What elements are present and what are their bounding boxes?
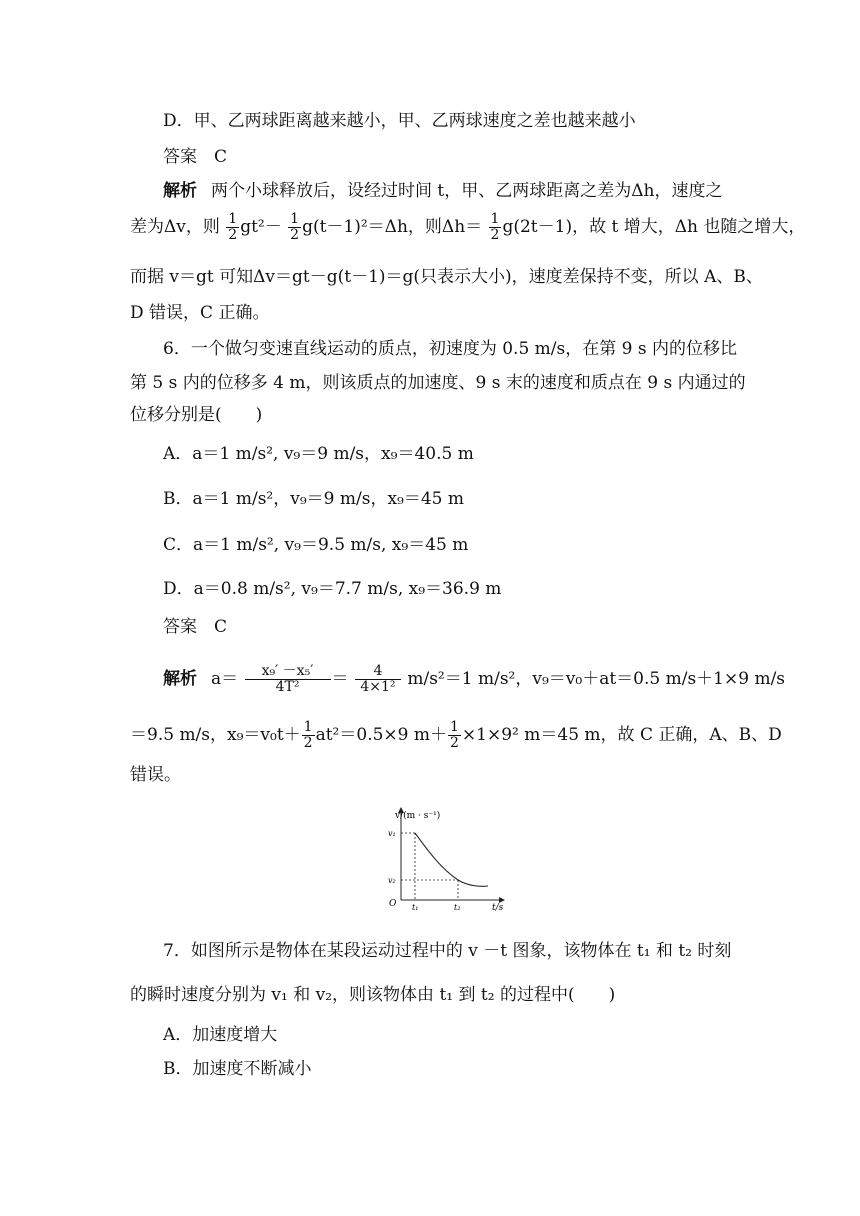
velocity-curve [415,833,488,886]
q6-analysis-line-3: 错误。 [130,765,181,785]
v1-label: v₁ [388,829,396,838]
fraction-half: $\frac{1}{2}$ [490,211,500,243]
q6-stem-3: 位移分别是( ) [130,405,263,425]
prev-analysis-line-4: D 错误，C 正确。 [130,303,270,323]
fraction-half: $\frac{1}{2}$ [303,719,313,751]
analysis-text: at²＝0.5×9 m＋ [315,725,447,745]
analysis-text: 差为Δv，则 [130,217,220,237]
analysis-text: m/s²＝1 m/s²，v₉＝v₀＋at＝0.5 m/s＋1×9 m/s [407,669,786,689]
q6-option-b: B．a＝1 m/s²，v₉＝9 m/s，x₉＝45 m [163,489,465,509]
q7-stem-2: 的瞬时速度分别为 v₁ 和 v₂，则该物体由 t₁ 到 t₂ 的过程中( ) [130,985,616,1005]
prev-analysis-line-3: 而据 v＝gt 可知Δv＝gt－g(t－1)＝g(只表示大小)，速度差保持不变，所以 A、B、 [130,267,763,287]
q6-analysis-line-1 [163,663,786,695]
analysis-text: ＝ [331,669,349,689]
fraction-half: $\frac{1}{2}$ [228,211,238,243]
q7-stem-1: 7．如图所示是物体在某段运动过程中的 v －t 图象，该物体在 t₁ 和 t₂ 时刻 [163,941,732,961]
q6-analysis-line-2 [130,719,782,751]
q6-option-a: A．a＝1 m/s², v₉＝9 m/s，x₉＝40.5 m [163,444,474,464]
q7-option-b: B．加速度不断减小 [163,1059,312,1079]
analysis-text: g(t－1)²＝Δh，则Δh＝ [302,217,483,237]
prev-analysis-line-2 [130,211,806,243]
x-axis-label: t/s [492,903,504,913]
prev-analysis-line-1 [163,178,763,204]
analysis-text: ＝9.5 m/s，x₉＝v₀t＋ [130,725,301,745]
fraction-value: $\frac{4}{\text{4×1²}}$ [355,664,401,695]
analysis-label: 解析 [163,669,197,689]
analysis-text: ×1×9² m＝45 m，故 C 正确，A、B、D [461,725,782,745]
analysis-label: 解析 [163,181,197,201]
vt-graph-figure [384,800,514,916]
y-axis-label: v/(m · s⁻¹) [395,811,441,821]
q7-option-a: A．加速度增大 [163,1025,278,1045]
fraction-half: $\frac{1}{2}$ [450,719,459,751]
q6-answer: 答案 C [163,617,228,637]
analysis-text: g(2t－1)，故 t 增大，Δh 也随之增大， [502,217,806,237]
q6-option-d: D．a＝0.8 m/s², v₉＝7.7 m/s, x₉＝36.9 m [163,579,502,599]
analysis-text: 两个小球释放后，设经过时间 t，甲、乙两球距离之差为Δh，速度之 [211,181,723,201]
analysis-text: gt²－ [240,217,282,237]
q6-stem-2: 第 5 s 内的位移多 4 m，则该质点的加速度、9 s 末的速度和质点在 9 s 内通过的 [130,373,746,393]
q6-option-c: C．a＝1 m/s², v₉＝9.5 m/s, x₉＝45 m [163,535,469,555]
v2-label: v₂ [388,876,396,885]
t1-label: t₁ [412,903,419,912]
fraction-displacement: $\frac{\text{x₉′ －x₅′}}{\text{4T²}}$ [245,664,331,695]
prev-option-d: D．甲、乙两球距离越来越小，甲、乙两球速度之差也越来越小 [163,111,636,131]
analysis-text: a＝ [211,669,239,689]
origin-label: O [389,899,397,909]
prev-answer: 答案 C [163,147,228,167]
t2-label: t₂ [454,903,461,912]
fraction-half: $\frac{1}{2}$ [290,211,300,243]
q6-stem-1: 6．一个做匀变速直线运动的质点，初速度为 0.5 m/s，在第 9 s 内的位移比 [163,339,737,359]
